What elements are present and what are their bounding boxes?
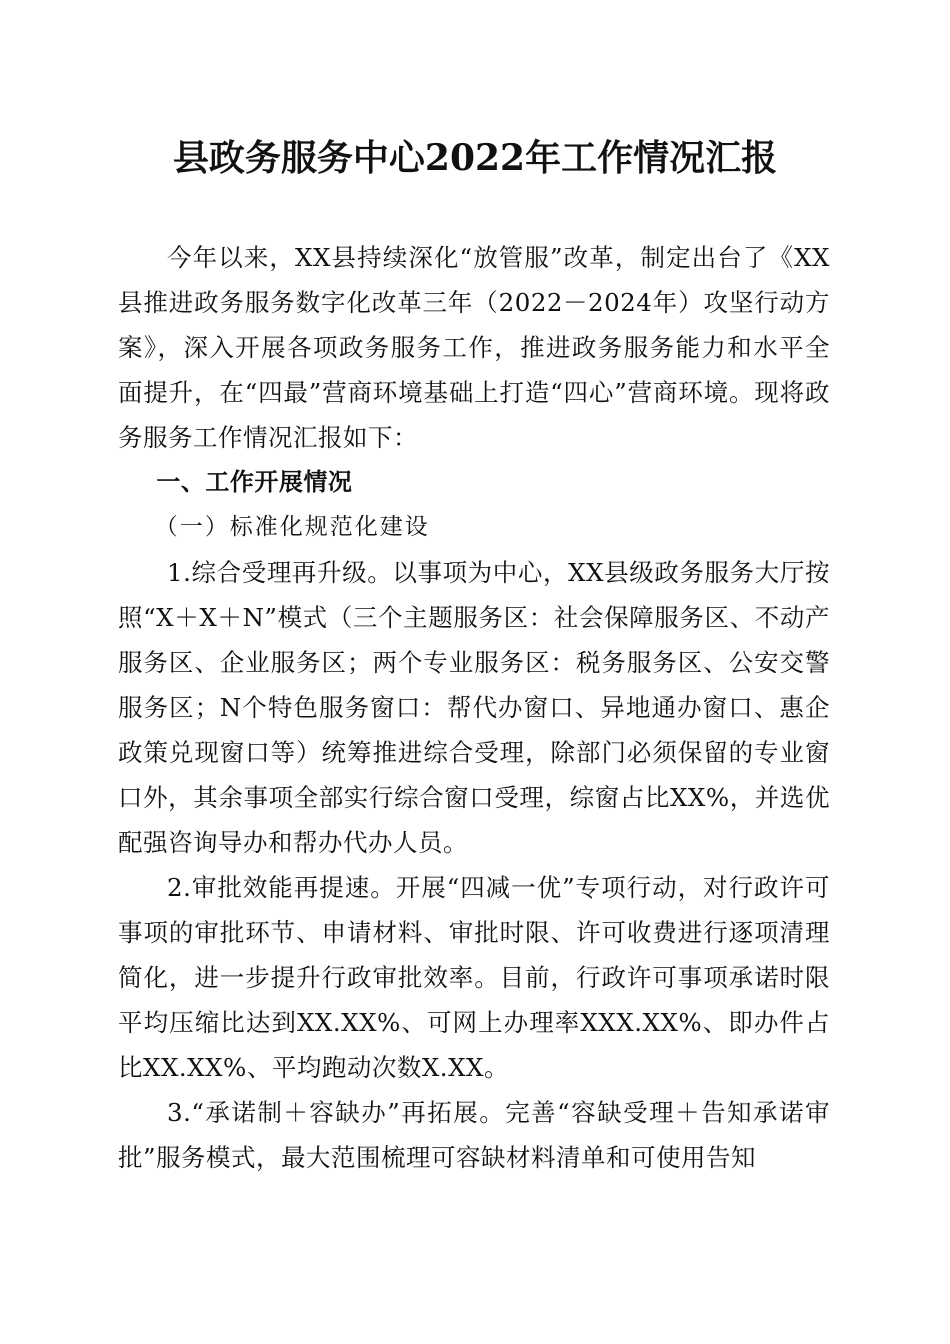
document-body	[118, 235, 830, 1180]
intro-paragraph: 今年以来，XX县持续深化“放管服”改革，制定出台了《XX县推进政务服务数字化改革三年（2022－2024年）攻坚行动方案》，深入开展各项政务服务工作，推进政务服务能力和水平全面提升，在“四最”营商环境基础上打造“四心”营商环境。现将政务服务工作情况汇报如下：	[118, 243, 830, 452]
item-1-paragraph: 1.综合受理再升级。以事项为中心，XX县级政务服务大厅按照“X＋X＋N”模式（三个主题服务区：社会保障服务区、不动产服务区、企业服务区；两个专业服务区：税务服务区、公安交警服务区；N个特色服务窗口：帮代办窗口、异地通办窗口、惠企政策兑现窗口等）统筹推进综合受理，除部门必须保留的专业窗口外，其余事项全部实行综合窗口受理，综窗占比XX%，并选优配强咨询导办和帮办代办人员。	[118, 558, 830, 857]
item-2-paragraph: 2.审批效能再提速。开展“四减一优”专项行动，对行政许可事项的审批环节、申请材料、审批时限、许可收费进行逐项清理简化，进一步提升行政审批效率。目前，行政许可事项承诺时限平均压缩比达到XX.XX%、可网上办理率XXX.XX%、即办件占比XX.XX%、平均跑动次数X.XX。	[118, 873, 830, 1082]
document-title: 县政务服务中心2022年工作情况汇报	[172, 137, 778, 179]
subsection-heading: （一）标准化规范化建设	[154, 514, 430, 540]
item-3-paragraph: 3.“承诺制＋容缺办”再拓展。完善“容缺受理＋告知承诺审批”服务模式，最大范围梳理可容缺材料清单和可使用告知	[118, 1098, 830, 1172]
section-heading: 一、工作开展情况	[156, 468, 353, 496]
